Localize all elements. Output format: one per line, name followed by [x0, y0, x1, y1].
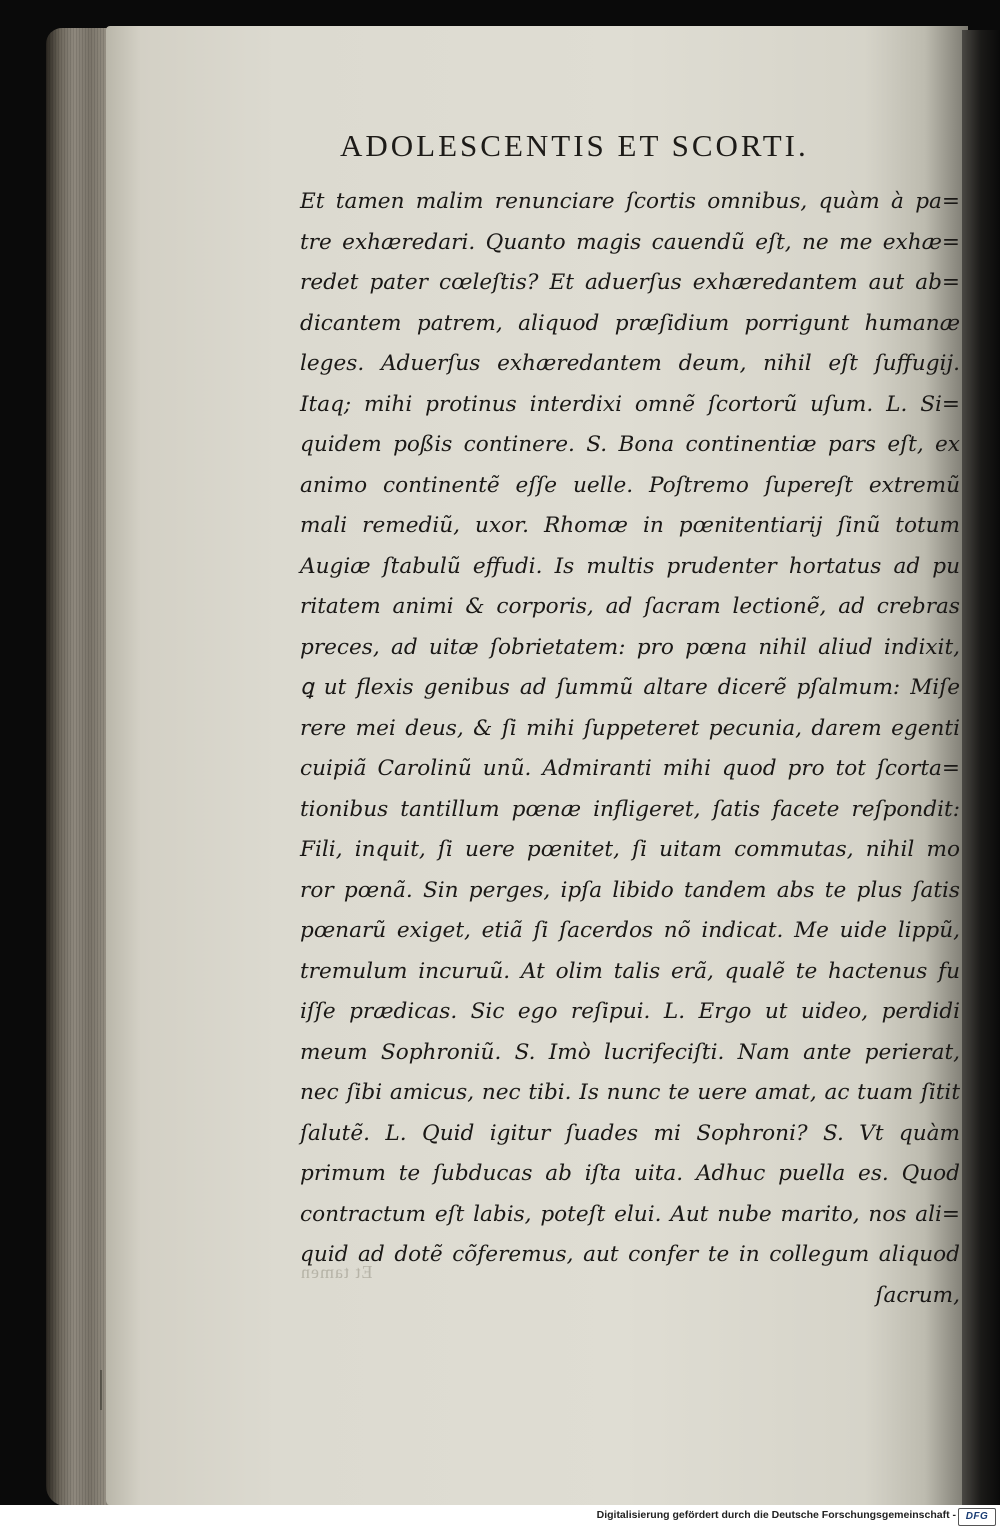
- text-line: contractum eſt labis, poteſt elui. Aut nube marito, nos ali=: [300, 1201, 960, 1227]
- text-line: quid ad dotẽ cõferemus, aut confer te in collegum aliquod: [300, 1242, 960, 1267]
- text-line: iſſe prædicas. Sic ego reſipui. L. Ergo ut uideo, perdidi: [300, 999, 960, 1024]
- text-line: tremulum incuruũ. At olim talis erã, qualẽ te hactenus fu: [300, 958, 960, 984]
- text-line: preces, ad uitæ ſobrietatem: pro pœna nihil aliud indixit,: [300, 634, 960, 660]
- text-line: nec ſibi amicus, nec tibi. Is nunc te uere amat, ac tuam ſitit: [300, 1080, 960, 1105]
- text-line: primum te ſubducas ab iſta uita. Adhuc puella es. Quod: [300, 1161, 960, 1186]
- text-line: animo continentẽ eſſe uelle. Poſtremo ſupereſt extremũ: [300, 472, 960, 498]
- text-line: tre exhæredari. Quanto magis cauendũ eſt, ne me exhæ=: [300, 229, 960, 255]
- text-line: meum Sophroniũ. S. Imò lucrifeciſti. Nam ante perierat,: [300, 1039, 960, 1065]
- text-line: ror pœnã. Sin perges, ipſa libido tandem abs te plus ſatis: [300, 877, 960, 903]
- text-line: ritatem animi & corporis, ad ſacram lectionẽ, ad crebras: [300, 594, 960, 619]
- text-line: ſalutẽ. L. Quid igitur ſuades mi Sophroni? S. Vt quàm: [300, 1120, 960, 1146]
- catchword: ſacrum,: [875, 1282, 960, 1308]
- text-line: dicantem patrem, aliquod præſidium porrigunt humanæ: [300, 310, 960, 336]
- text-line: leges. Aduerſus exhæredantem deum, nihil eſt ſuffugij.: [300, 351, 960, 376]
- text-line: mali remediũ, uxor. Rhomæ in pœnitentiarij ſinũ totum: [300, 513, 960, 538]
- text-line: Augiæ ſtabulũ effudi. Is multis prudenter hortatus ad pu: [300, 553, 960, 579]
- bleed-through-label: Et tamen: [300, 1262, 373, 1282]
- text-line: ꝗ ut flexis genibus ad ſummũ altare dicerẽ pſalmum: Miſe: [300, 675, 960, 700]
- page-body-text: [300, 182, 960, 1316]
- text-line: Et tamen malim renunciare ſcortis omnibus, quàm à pa=: [300, 189, 960, 214]
- funding-credit: Digitalisierung gefördert durch die Deutsche Forschungsgemeinschaft -: [596, 1509, 956, 1521]
- digitization-footer: [0, 1505, 1000, 1529]
- text-line: rere mei deus, & ſi mihi ſuppeteret pecunia, darem egenti: [300, 715, 960, 741]
- dfg-logo: DFG: [958, 1508, 996, 1526]
- text-line: Fili, inquit, ſi uere pœnitet, ſi uitam commutas, nihil mo: [300, 837, 960, 862]
- text-line: pœnarũ exiget, etiã ſi ſacerdos nõ indicat. Me uide lippũ,: [300, 918, 960, 943]
- text-line: redet pater cœleſtis? Et aduerſus exhæredantem aut ab=: [300, 270, 960, 295]
- bleed-through-text: [300, 1262, 440, 1283]
- text-line: tionibus tantillum pœnæ infligeret, ſatis facete reſpondit:: [300, 796, 960, 822]
- text-line: cuipiã Carolinũ unũ. Admiranti mihi quod pro tot ſcorta=: [300, 756, 960, 781]
- text-line: quidem poßis continere. S. Bona continentiæ pars eſt, ex: [300, 432, 960, 457]
- page-gutter: [962, 30, 1000, 1505]
- binding-mark: [100, 1370, 106, 1410]
- running-head: ADOLESCENTIS ET SCORTI.: [340, 128, 809, 163]
- text-line: Itaq; mihi protinus interdixi omnẽ ſcortorũ uſum. L. Si=: [300, 391, 960, 417]
